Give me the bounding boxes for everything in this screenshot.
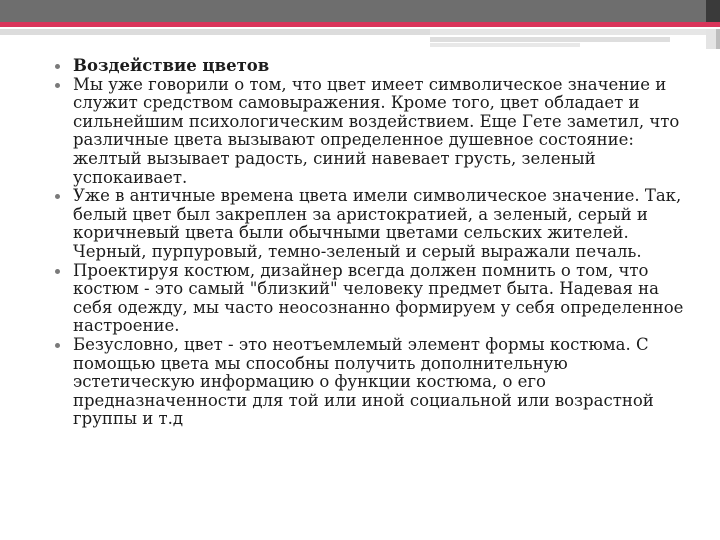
bullet-dot-icon: [55, 269, 60, 274]
bullet-item: [52, 262, 692, 336]
bullet-dot-icon: [55, 343, 60, 348]
bullet-item: [52, 187, 692, 261]
bullet-text: Уже в античные времена цвета имели символическое значение. Так, белый цвет был закреплен за аристократией, а зеленый, серый и коричневый цвета были обычными цветами сельских жителей. Черный, пурпуровый, темно-зеленый и серый выражали печаль.: [73, 186, 682, 261]
bullet-item: [52, 336, 692, 429]
bullet-item: [52, 76, 692, 188]
decor-edge-dark: [716, 29, 720, 49]
top-header-corner: [706, 0, 720, 22]
slide-title: Воздействие цветов: [73, 56, 270, 75]
accent-line: [0, 22, 720, 27]
decor-bar-left: [0, 29, 430, 35]
decor-bar-right-3: [430, 43, 580, 47]
bullet-dot-icon: [55, 194, 60, 199]
decor-bar-right-2: [430, 37, 670, 42]
bullet-dot-icon: [55, 83, 60, 88]
slide-content: [52, 57, 692, 429]
top-header-band: [0, 0, 720, 22]
bullet-text: Мы уже говорили о том, что цвет имеет символическое значение и служит средством самовыражения. Кроме того, цвет обладает и сильнейшим психологическим воздействием. Еще Гете заметил, что различные цвета вызывают определенное душевное состояние: желтый вызывает радость, синий навевает грусть, зеленый успокаивает.: [73, 74, 680, 187]
bullet-text: Проектируя костюм, дизайнер всегда должен помнить о том, что костюм - это самый "близкий" человеку предмет быта. Надевая на себя одежду, мы часто неосознанно формируем у себя определенное настроение.: [73, 260, 684, 336]
bullet-item-title: [52, 57, 692, 76]
bullet-text: Безусловно, цвет - это неотъемлемый элемент формы костюма. С помощью цвета мы способны получить дополнительную эстетическую информацию о функции костюма, о его предназначенности для той или иной социальной или возрастной группы и т.д: [73, 334, 654, 429]
decor-bar-right: [430, 29, 720, 35]
bullet-dot-icon: [55, 64, 60, 69]
